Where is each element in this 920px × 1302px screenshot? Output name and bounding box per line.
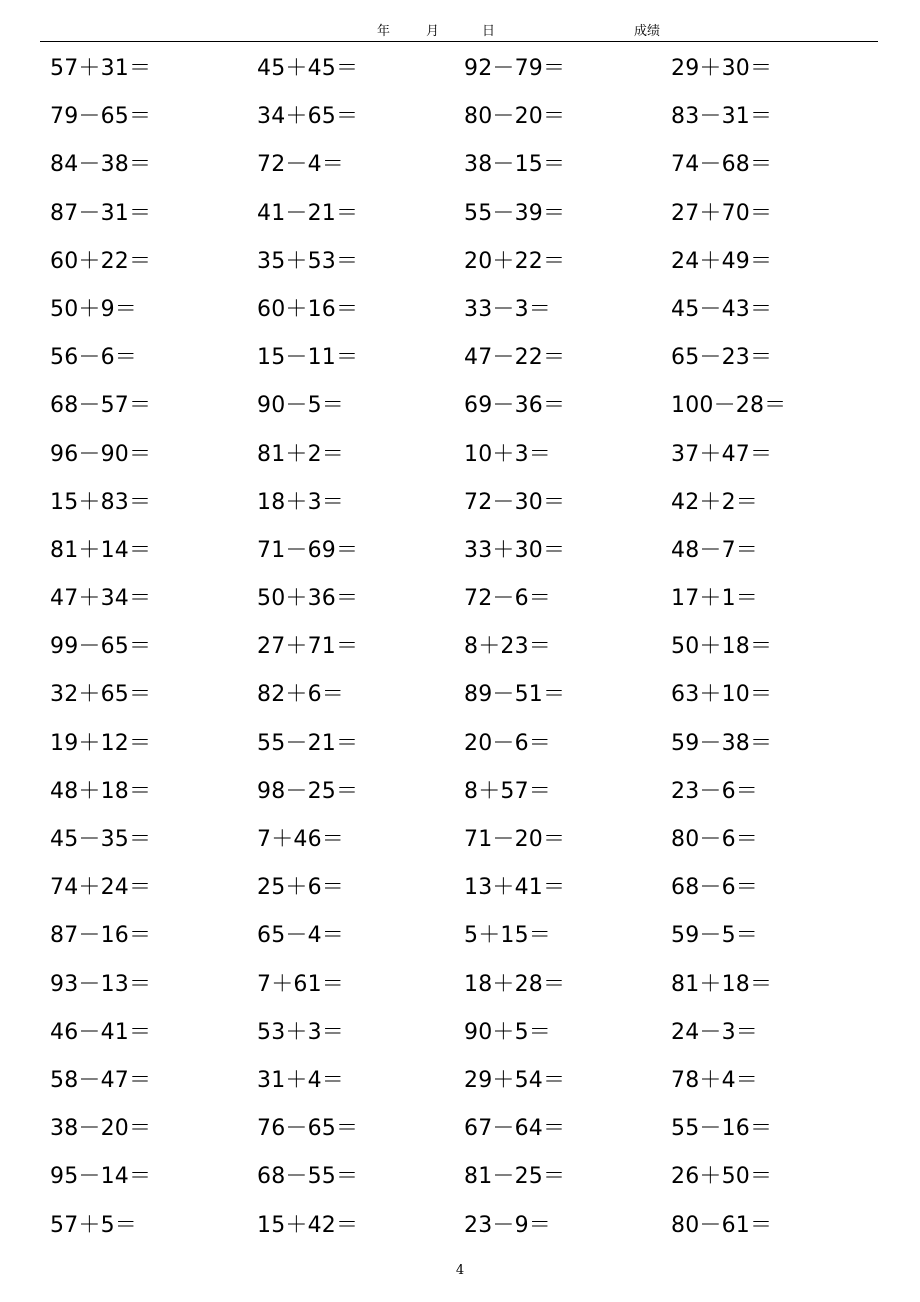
arithmetic-problem: 10＋3＝ [464,441,551,467]
arithmetic-problem: 98－25＝ [257,778,359,804]
arithmetic-problem: 8＋57＝ [464,778,551,804]
arithmetic-problem: 45－35＝ [50,827,152,852]
arithmetic-problem: 56－6＝ [50,345,137,371]
arithmetic-problem: 92－79＝ [464,56,566,81]
arithmetic-problem: 15－11＝ [257,345,359,371]
arithmetic-problem: 27＋70＝ [671,200,773,226]
arithmetic-problem: 50＋18＝ [671,634,773,660]
arithmetic-problem: 50＋9＝ [50,296,137,322]
arithmetic-problem: 29＋54＝ [464,1067,566,1093]
arithmetic-problem: 87－16＝ [50,923,152,949]
arithmetic-problem: 83－31＝ [671,104,773,130]
arithmetic-problem: 57＋5＝ [50,1212,137,1238]
arithmetic-problem: 25＋6＝ [257,875,344,901]
arithmetic-problem: 38－20＝ [50,1116,152,1142]
arithmetic-problem: 55－21＝ [257,730,359,756]
arithmetic-problem: 60＋22＝ [50,248,152,274]
arithmetic-problem: 72－4＝ [257,152,344,178]
arithmetic-problem: 23－9＝ [464,1212,551,1238]
arithmetic-problem: 57＋31＝ [50,56,152,81]
arithmetic-problem: 78＋4＝ [671,1067,758,1093]
arithmetic-problem: 95－14＝ [50,1164,152,1190]
arithmetic-problem: 59－5＝ [671,923,758,949]
arithmetic-problem: 8＋23＝ [464,634,551,660]
arithmetic-problem: 47＋34＝ [50,586,152,612]
arithmetic-problem: 79－65＝ [50,104,152,130]
arithmetic-problem: 65－4＝ [257,923,344,949]
arithmetic-problem: 89－51＝ [464,682,566,708]
arithmetic-problem: 87－31＝ [50,200,152,226]
arithmetic-problem: 90＋5＝ [464,1019,551,1045]
arithmetic-problem: 60＋16＝ [257,296,359,322]
arithmetic-problem: 71－69＝ [257,537,359,563]
arithmetic-problem: 23－6＝ [671,778,758,804]
arithmetic-problem: 53＋3＝ [257,1019,344,1045]
arithmetic-problem: 80－6＝ [671,827,758,852]
arithmetic-problem: 5＋15＝ [464,923,551,949]
arithmetic-problem: 24－3＝ [671,1019,758,1045]
arithmetic-problem: 48＋18＝ [50,778,152,804]
arithmetic-problem: 68－6＝ [671,875,758,901]
arithmetic-problem: 82＋6＝ [257,682,344,708]
arithmetic-problem: 99－65＝ [50,634,152,660]
arithmetic-problem: 72－30＝ [464,489,566,515]
arithmetic-problem: 58－47＝ [50,1067,152,1093]
arithmetic-problem: 81＋14＝ [50,537,152,563]
arithmetic-problem: 45－43＝ [671,296,773,322]
arithmetic-problem: 63＋10＝ [671,682,773,708]
arithmetic-problem: 72－6＝ [464,586,551,612]
arithmetic-problem: 26＋50＝ [671,1164,773,1190]
arithmetic-problem: 65－23＝ [671,345,773,371]
arithmetic-problem: 18＋28＝ [464,971,566,997]
arithmetic-problem: 50＋36＝ [257,586,359,612]
arithmetic-problem: 33＋30＝ [464,537,566,563]
arithmetic-problem: 68－55＝ [257,1164,359,1190]
arithmetic-problem: 27＋71＝ [257,634,359,660]
arithmetic-problem: 71－20＝ [464,827,566,852]
arithmetic-problem: 81＋2＝ [257,441,344,467]
arithmetic-problem: 19＋12＝ [50,730,152,756]
page-number: 4 [455,1263,465,1278]
arithmetic-problem: 80－20＝ [464,104,566,130]
arithmetic-problem: 15＋42＝ [257,1212,359,1238]
arithmetic-problem: 37＋47＝ [671,441,773,467]
arithmetic-problem: 38－15＝ [464,152,566,178]
arithmetic-problem: 59－38＝ [671,730,773,756]
arithmetic-problem: 90－5＝ [257,393,344,419]
arithmetic-problem: 7＋61＝ [257,971,344,997]
arithmetic-problem: 74－68＝ [671,152,773,178]
arithmetic-problem: 42＋2＝ [671,489,758,515]
arithmetic-problem: 29＋30＝ [671,56,773,81]
arithmetic-problem: 68－57＝ [50,393,152,419]
arithmetic-problem: 74＋24＝ [50,875,152,901]
arithmetic-problem: 81＋18＝ [671,971,773,997]
arithmetic-problem: 100－28＝ [671,393,787,419]
arithmetic-problem: 7＋46＝ [257,827,344,852]
arithmetic-problem: 69－36＝ [464,393,566,419]
header-divider [40,41,878,42]
arithmetic-problem: 96－90＝ [50,441,152,467]
arithmetic-problem: 81－25＝ [464,1164,566,1190]
arithmetic-problem: 93－13＝ [50,971,152,997]
arithmetic-problem: 15＋83＝ [50,489,152,515]
worksheet-header [40,22,878,41]
arithmetic-problem: 47－22＝ [464,345,566,371]
arithmetic-problem: 13＋41＝ [464,875,566,901]
score-label: 成绩 [634,24,661,39]
month-label: 月 [426,24,440,39]
arithmetic-problem: 55－39＝ [464,200,566,226]
arithmetic-problem: 17＋1＝ [671,586,758,612]
problem-grid [50,50,880,1255]
arithmetic-problem: 35＋53＝ [257,248,359,274]
arithmetic-problem: 20＋22＝ [464,248,566,274]
arithmetic-problem: 55－16＝ [671,1116,773,1142]
arithmetic-problem: 18＋3＝ [257,489,344,515]
arithmetic-problem: 24＋49＝ [671,248,773,274]
arithmetic-problem: 45＋45＝ [257,56,359,81]
year-label: 年 [377,24,391,39]
arithmetic-problem: 76－65＝ [257,1116,359,1142]
arithmetic-problem: 46－41＝ [50,1019,152,1045]
day-label: 日 [482,24,496,39]
arithmetic-problem: 41－21＝ [257,200,359,226]
arithmetic-problem: 20－6＝ [464,730,551,756]
arithmetic-problem: 32＋65＝ [50,682,152,708]
arithmetic-problem: 84－38＝ [50,152,152,178]
arithmetic-problem: 33－3＝ [464,296,551,322]
arithmetic-problem: 48－7＝ [671,537,758,563]
arithmetic-problem: 67－64＝ [464,1116,566,1142]
arithmetic-problem: 34＋65＝ [257,104,359,130]
arithmetic-problem: 31＋4＝ [257,1067,344,1093]
arithmetic-problem: 80－61＝ [671,1212,773,1238]
